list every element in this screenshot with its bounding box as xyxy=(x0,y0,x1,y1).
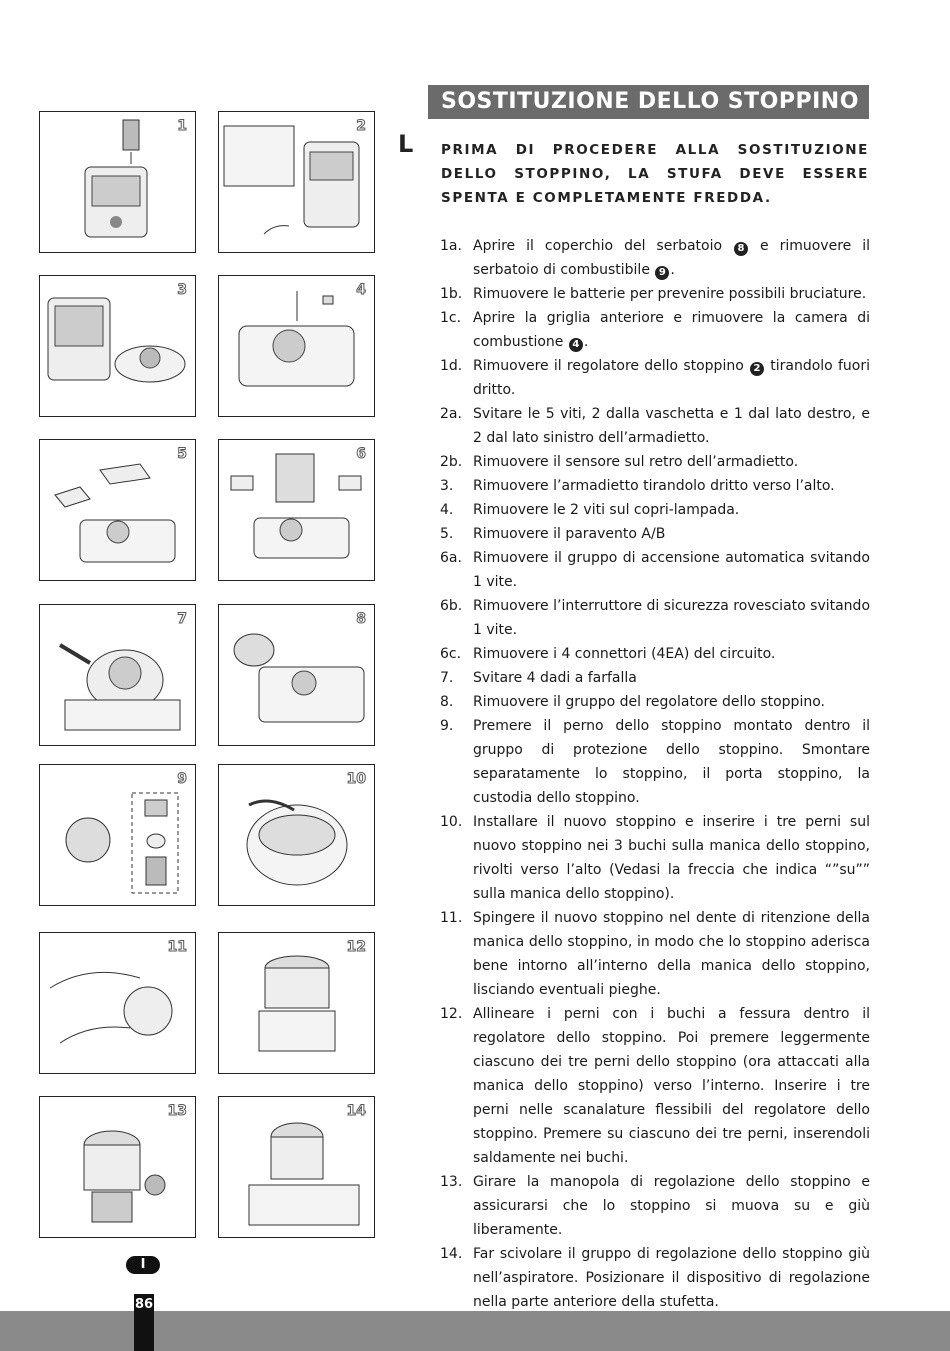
step-text: Rimuovere l’armadietto tirandolo dritto verso l’alto. xyxy=(473,478,835,494)
step-text: Spingere il nuovo stoppino nel dente di ritenzione della manica dello stoppino, in modo che lo stoppino aderisca bene intorno all’interno della manica dello stoppino, lisciando eventuali pieghe. xyxy=(473,910,870,998)
figure-3 xyxy=(39,275,196,417)
figure-number: 8 xyxy=(356,611,366,627)
wing-nuts-illustration xyxy=(40,605,195,745)
cabinet-screws-illustration xyxy=(219,276,374,416)
list-item xyxy=(440,906,870,1002)
figure-2 xyxy=(218,111,375,253)
step-text: Rimuovere le 2 viti sul copri-lampada. xyxy=(473,502,740,518)
list-item xyxy=(440,450,870,474)
list-item xyxy=(440,354,870,402)
figure-5 xyxy=(39,439,196,581)
list-item xyxy=(440,234,870,282)
figure-number: 14 xyxy=(346,1103,366,1119)
step-number: 6c. xyxy=(440,646,462,662)
figure-number: 1 xyxy=(177,118,187,134)
step-number: 1c. xyxy=(440,310,462,326)
step-number: 2a. xyxy=(440,406,462,422)
figure-number: 4 xyxy=(356,282,366,298)
step-text: Aprire il coperchio del serbatoio 8 e rimuovere il serbatoio di combustibile 9 . xyxy=(473,238,870,278)
step-text: Rimuovere l’interruttore di sicurezza rovesciato svitando 1 vite. xyxy=(473,598,871,638)
figure-number: 11 xyxy=(167,939,187,955)
figure-1 xyxy=(39,111,196,253)
step-text: Rimuovere il gruppo di accensione automatica svitando 1 vite. xyxy=(473,550,870,590)
step-text: Far scivolare il gruppo di regolazione dello stoppino giù nell’aspiratore. Posizionare il dispositivo di regolazione nella parte anteriore della stufetta. xyxy=(473,1246,870,1310)
step-number: 3. xyxy=(440,478,454,494)
figure-13 xyxy=(39,1096,196,1238)
warning-text: PRIMA DI PROCEDERE ALLA SOSTITUZIONE DELLO STOPPINO, LA STUFA DEVE ESSERE SPENTA E COMPLETAMENTE FREDDA. xyxy=(441,142,869,206)
step-text: Rimuovere il paravento A/B xyxy=(473,526,666,542)
step-number: 12. xyxy=(440,1006,463,1022)
step-number: 9. xyxy=(440,718,454,734)
part-ref-badge: 2 xyxy=(750,362,764,376)
list-item xyxy=(440,1170,870,1242)
figure-number: 9 xyxy=(177,771,187,787)
figure-12 xyxy=(218,932,375,1074)
part-ref-badge: 8 xyxy=(734,242,748,256)
figure-4 xyxy=(218,275,375,417)
step-number: 1a. xyxy=(440,238,462,254)
step-number: 8. xyxy=(440,694,454,710)
part-ref-badge: 9 xyxy=(655,266,669,280)
list-item xyxy=(440,522,870,546)
step-number: 14. xyxy=(440,1246,463,1262)
step-text: Installare il nuovo stoppino e inserire i tre perni sul nuovo stoppino nei 3 buchi sulla manica dello stoppino, rivolti verso l’alto (Vedasi la freccia che indica “”su”” sulla manica dello stoppino). xyxy=(473,814,870,902)
instruction-list xyxy=(440,234,870,1314)
step-number: 1d. xyxy=(440,358,463,374)
step-number: 6b. xyxy=(440,598,463,614)
figure-8 xyxy=(218,604,375,746)
list-item xyxy=(440,282,870,306)
step-number: 13. xyxy=(440,1174,463,1190)
list-item xyxy=(440,666,870,690)
battery-removal-illustration xyxy=(219,112,374,252)
wick-disassembly-illustration xyxy=(40,765,195,905)
step-number: 6a. xyxy=(440,550,462,566)
figure-number: 2 xyxy=(356,118,366,134)
list-item xyxy=(440,306,870,354)
step-text: Rimuovere il sensore sul retro dell’armadietto. xyxy=(473,454,799,470)
list-item xyxy=(440,714,870,810)
section-title: SOSTITUZIONE DELLO STOPPINO xyxy=(428,85,869,119)
figure-number: 10 xyxy=(346,771,366,787)
step-text: Svitare 4 dadi a farfalla xyxy=(473,670,637,686)
list-item xyxy=(440,690,870,714)
page-number: 86 xyxy=(134,1297,154,1312)
wick-adjuster-removal-illustration xyxy=(219,605,374,745)
figure-number: 3 xyxy=(177,282,187,298)
list-item xyxy=(440,810,870,906)
step-number: 1b. xyxy=(440,286,463,302)
list-item xyxy=(440,402,870,450)
figure-9 xyxy=(39,764,196,906)
language-badge: I xyxy=(126,1256,160,1274)
step-text: Rimuovere le batterie per prevenire possibili bruciature. xyxy=(473,286,867,302)
step-number: 5. xyxy=(440,526,454,542)
step-text: Premere il perno dello stoppino montato dentro il gruppo di protezione dello stoppino. Smontare separatamente lo stoppino, il porta stoppino, la custodia dello stoppino. xyxy=(473,718,870,806)
figure-10 xyxy=(218,764,375,906)
step-number: 7. xyxy=(440,670,454,686)
figure-number: 12 xyxy=(346,939,366,955)
side-letter: L xyxy=(398,130,414,158)
step-number: 11. xyxy=(440,910,463,926)
front-grille-illustration xyxy=(40,276,195,416)
step-number: 4. xyxy=(440,502,454,518)
circuit-connectors-illustration xyxy=(219,440,374,580)
list-item xyxy=(440,642,870,666)
list-item xyxy=(440,474,870,498)
figure-number: 5 xyxy=(177,446,187,462)
step-text: Allineare i perni con i buchi a fessura dentro il regolatore dello stoppino. Poi premere leggermente ciascuno dei tre perni dello stoppino (ora attaccati alla manica dello stoppino) verso l’interno. Inserire i tre perni nelle scanalature flessibili del regolatore dello stoppino. Premere su ciascuno dei tre perni, inserendoli saldamente nei buchi. xyxy=(473,1006,870,1166)
step-text: Rimuovere il gruppo del regolatore dello stoppino. xyxy=(473,694,825,710)
figure-11 xyxy=(39,932,196,1074)
heater-tank-removal-illustration xyxy=(40,112,195,252)
figure-7 xyxy=(39,604,196,746)
step-text: Svitare le 5 viti, 2 dalla vaschetta e 1 dal lato destro, e 2 dal lato sinistro dell’armadietto. xyxy=(473,406,870,446)
figure-number: 13 xyxy=(167,1103,187,1119)
figure-number: 7 xyxy=(177,611,187,627)
figure-number: 6 xyxy=(356,446,366,462)
list-item xyxy=(440,498,870,522)
step-text: Rimuovere il regolatore dello stoppino 2 tirandolo fuori dritto. xyxy=(473,358,870,398)
step-text: Girare la manopola di regolazione dello stoppino e assicurarsi che lo stoppino si muova su e giù liberamente. xyxy=(473,1174,870,1238)
list-item xyxy=(440,546,870,594)
list-item xyxy=(440,1242,870,1314)
figure-6 xyxy=(218,439,375,581)
figure-14 xyxy=(218,1096,375,1238)
step-text: Rimuovere i 4 connettori (4EA) del circuito. xyxy=(473,646,776,662)
part-ref-badge: 4 xyxy=(569,338,583,352)
list-item xyxy=(440,1002,870,1170)
list-item xyxy=(440,594,870,642)
wind-shield-illustration xyxy=(40,440,195,580)
step-number: 10. xyxy=(440,814,463,830)
step-number: 2b. xyxy=(440,454,463,470)
step-text: Aprire la griglia anteriore e rimuovere la camera di combustione 4 . xyxy=(473,310,870,350)
